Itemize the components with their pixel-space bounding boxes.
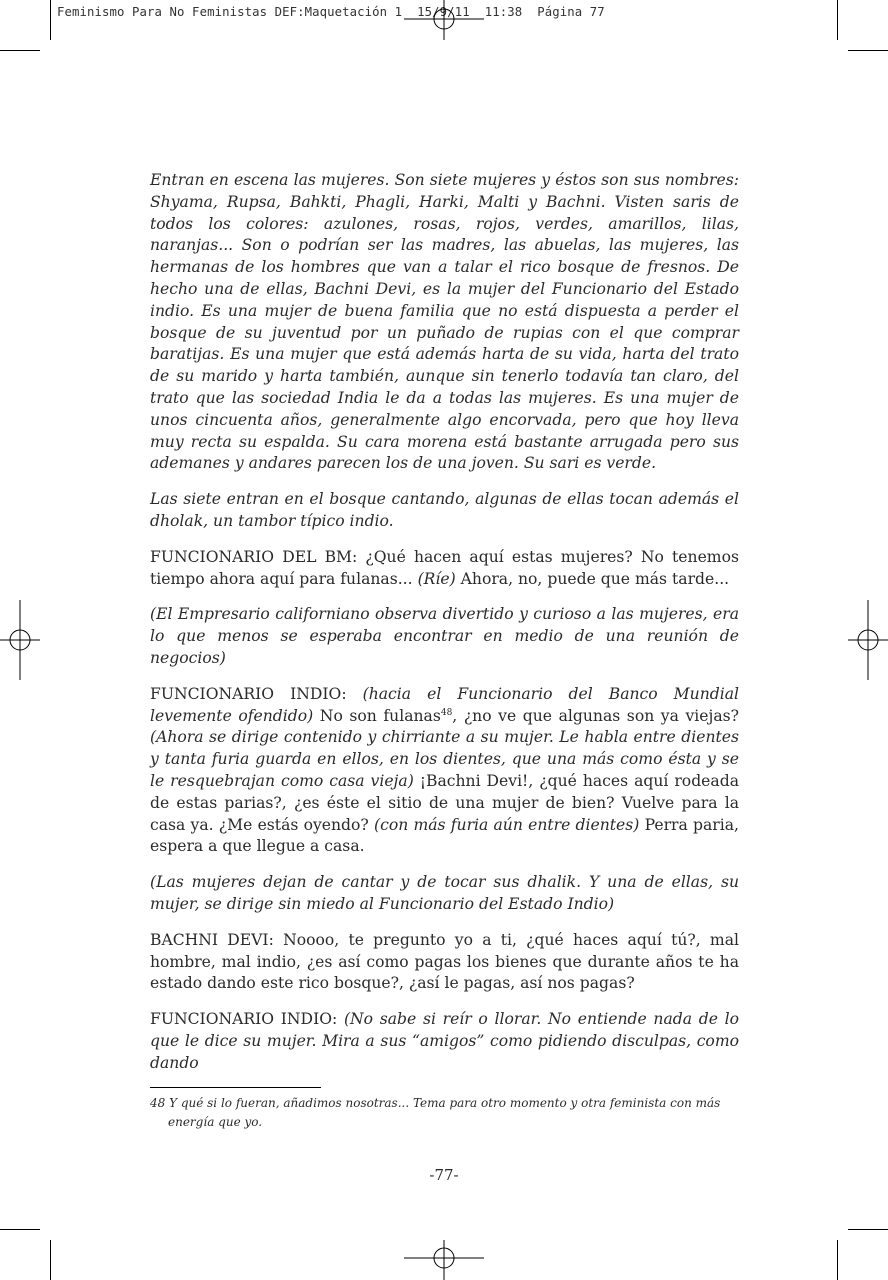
footnote-reference[interactable]: 48: [440, 707, 453, 718]
dialogue-text: Noooo, te pregunto yo a ti, ¿qué haces aquí tú?, mal hombre, mal indio, ¿es así como pagas los bienes que durante años te ha estado dando este rico bosque?, ¿así le pagas, así nos pagas?: [150, 930, 739, 993]
footnote-line-2: energía que yo.: [168, 1115, 263, 1129]
page-number: -77-: [429, 1166, 459, 1184]
dialogue-text: ¡Bachni Devi!, ¿qué haces aquí rodeada de estas parias?, ¿es éste el sitio de una mujer de bien? Vuelve para la casa ya. ¿Me estás oyendo?: [150, 771, 739, 834]
dialogue-text: Perra paria, espera a que llegue a casa.: [150, 815, 739, 856]
stage-note: (Ríe): [417, 569, 456, 588]
crop-mark-bottom-left-v: [50, 1240, 51, 1280]
paragraph-stage-direction-4: (Las mujeres dejan de cantar y de tocar sus dhalik. Y una de ellas, su mujer, se dirige sin miedo al Funcionario del Estado Indio): [150, 873, 739, 913]
slug-right: 15/9/11 11:38 Página 77: [417, 5, 605, 19]
dialogue-text: , ¿no ve que algunas son ya viejas?: [452, 706, 740, 725]
paragraph-dialogue-indio: [150, 684, 739, 858]
dialogue-text: Ahora, no, puede que más tarde...: [455, 569, 730, 588]
crop-mark-bottom-left-h: [0, 1229, 40, 1230]
paragraph-stage-direction-3: (El Empresario californiano observa divertido y curioso a las mujeres, era lo que menos se esperaba encontrar en medio de una reunión de negocios): [150, 605, 739, 667]
dialogue-text: ¿Qué hacen aquí estas mujeres? No tenemos tiempo ahora aquí para fulanas...: [150, 547, 739, 588]
slug-line: [57, 5, 605, 19]
paragraph-dialogue-bm: [150, 547, 739, 591]
speaker-name: BACHNI DEVI:: [150, 930, 274, 949]
slug-left: Feminismo Para No Feministas DEF:Maquetación 1: [57, 5, 403, 19]
paragraph-dialogue-indio-2: [150, 1009, 739, 1074]
footnote-rule: [150, 1087, 321, 1088]
registration-mark-right: [848, 598, 888, 682]
crop-mark-top-left-h: [0, 50, 40, 51]
stage-note: (hacia el Funcionario del Banco Mundial levemente ofendido): [150, 684, 739, 725]
paragraph-dialogue-bachni: [150, 930, 739, 995]
footnote: [150, 1094, 739, 1132]
crop-mark-top-left-v: [50, 0, 51, 40]
speaker-name: FUNCIONARIO DEL BM:: [150, 547, 358, 566]
crop-mark-bottom-right-v: [837, 1240, 838, 1280]
dialogue-text: No son fulanas: [313, 706, 441, 725]
stage-note: (con más furia aún entre dientes): [374, 815, 640, 834]
stage-note: (Ahora se dirige contenido y chirriante a su mujer. Le habla entre dientes y tanta furia guarda en ellos, en los dientes, que una más como ésta y se le resquebrajan como casa vieja): [150, 728, 739, 790]
crop-mark-top-right-h: [848, 50, 888, 51]
crop-mark-top-right-v: [837, 0, 838, 40]
stage-note: (No sabe si reír o llorar. No entiende nada de lo que le dice su mujer. Mira a sus “amigos” como pidiendo disculpas, como dando: [150, 1010, 739, 1072]
footnote-line-1: 48 Y qué si lo fueran, añadimos nosotras... Tema para otro momento y otra feminista con más: [150, 1096, 721, 1110]
paragraph-stage-direction-2: Las siete entran en el bosque cantando, algunas de ellas tocan además el dholak, un tambor típico indio.: [150, 490, 739, 530]
registration-mark-top: [400, 0, 488, 40]
registration-mark-left: [0, 598, 40, 682]
paragraph-stage-direction-1: Entran en escena las mujeres. Son siete mujeres y éstos son sus nombres: Shyama, Rupsa, Bahkti, Phagli, Harki, Malti y Bachni. Visten saris de todos los colores: azulones, rosas, rojos, verdes, amarillos, lilas, naranjas... Son o podrían ser las madres, las abuelas, las mujeres, las hermanas de los hombres que van a talar el rico bosque de fresnos. De hecho una de ellas, Bachni Devi, es la mujer del Funcionario del Estado indio. Es una mujer de buena familia que no está dispuesta a perder el bosque de su juventud por un puñado de rupias con el que comprar baratijas. Es una mujer que está además harta de su vida, harta del trato de su marido y harta también, aunque sin tenerlo todavía tan claro, del trato que las sociedad India le da a todas las mujeres. Es una mujer de unos cincuenta años, generalmente algo encorvada, pero que hoy lleva muy recta su espalda. Su cara morena está bastante arrugada pero sus ademanes y andares parecen los de una joven. Su sari es verde.: [150, 171, 739, 473]
speaker-name: FUNCIONARIO INDIO:: [150, 684, 347, 703]
body-text: [150, 170, 739, 1088]
crop-mark-bottom-right-h: [848, 1229, 888, 1230]
speaker-name: FUNCIONARIO INDIO:: [150, 1010, 338, 1029]
registration-mark-bottom: [400, 1240, 488, 1280]
